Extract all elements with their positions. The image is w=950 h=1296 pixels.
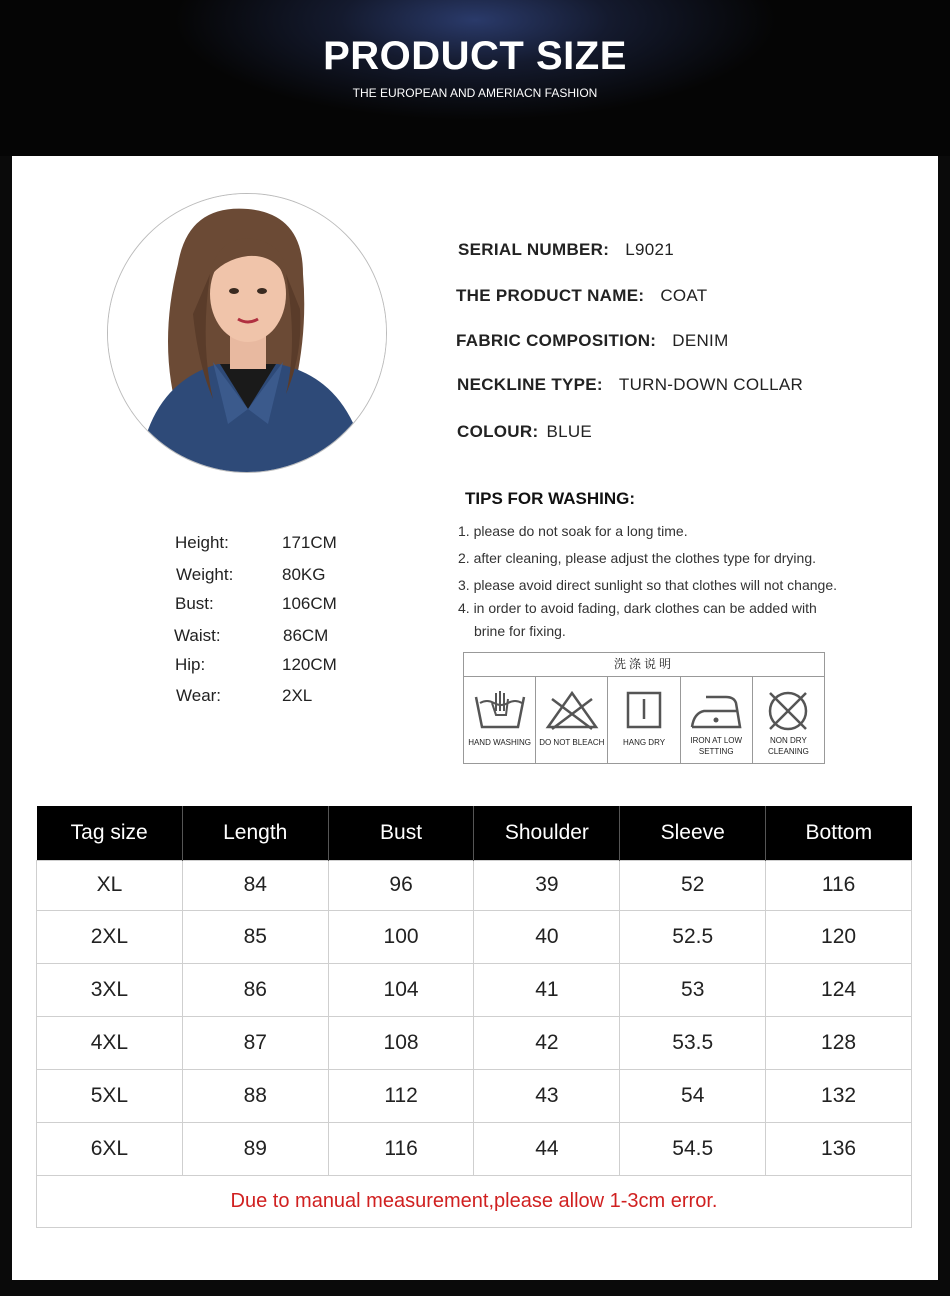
measurement-note: Due to manual measurement,please allow 1-3cm error. <box>37 1175 912 1227</box>
non-dry-cleaning-icon <box>760 689 816 733</box>
care-symbol <box>681 677 753 764</box>
table-row <box>37 1122 912 1175</box>
column-header: Bust <box>328 806 474 860</box>
table-cell: XL <box>37 860 183 910</box>
table-cell: 112 <box>328 1069 474 1122</box>
care-label: IRON AT LOW SETTING <box>690 736 743 756</box>
colour: COLOUR: BLUE <box>457 422 593 441</box>
table-cell: 124 <box>766 963 912 1016</box>
tip-item: 2. after cleaning, please adjust the clothes type for drying. <box>458 550 816 566</box>
header-banner <box>0 0 950 156</box>
model-waist-value: 86CM <box>283 626 329 645</box>
size-table <box>36 806 912 1228</box>
do-not-bleach-icon <box>544 689 600 733</box>
page-subtitle: THE EUROPEAN AND AMERIACN FASHION <box>352 86 598 100</box>
hand-washing-icon <box>472 689 528 733</box>
table-cell: 84 <box>182 860 328 910</box>
model-bust-value: 106CM <box>282 594 337 613</box>
table-cell: 86 <box>182 963 328 1016</box>
table-cell: 128 <box>766 1016 912 1069</box>
table-header-row <box>37 806 912 860</box>
model-bust-label: Bust: <box>175 594 214 613</box>
care-label: DO NOT BLEACH <box>539 738 605 747</box>
model-wear-label: Wear: <box>176 686 222 705</box>
model-weight-value: 80KG <box>282 565 326 584</box>
model-hip-label: Hip: <box>175 655 206 674</box>
table-cell: 4XL <box>37 1016 183 1069</box>
neckline-type: NECKLINE TYPE: TURN-DOWN COLLAR <box>457 375 804 394</box>
model-height-label: Height: <box>175 533 229 552</box>
care-instructions <box>463 652 825 764</box>
table-cell: 53 <box>620 963 766 1016</box>
table-cell: 40 <box>474 910 620 963</box>
table-cell: 116 <box>328 1122 474 1175</box>
table-cell: 87 <box>182 1016 328 1069</box>
table-cell: 108 <box>328 1016 474 1069</box>
iron-low-icon <box>686 689 746 733</box>
table-row <box>37 910 912 963</box>
care-symbol <box>536 677 608 764</box>
care-title: 洗涤说明 <box>464 653 824 677</box>
model-hip-value: 120CM <box>282 655 337 674</box>
tip-item: 4. in order to avoid fading, dark clothes can be added with <box>458 600 817 616</box>
table-cell: 44 <box>474 1122 620 1175</box>
table-cell: 96 <box>328 860 474 910</box>
care-label: HAND WASHING <box>468 738 532 747</box>
fabric-composition: FABRIC COMPOSITION: DENIM <box>456 331 729 350</box>
serial-number: SERIAL NUMBER: L9021 <box>458 240 675 259</box>
care-symbol <box>753 677 824 764</box>
care-label: NON DRY CLEANING <box>767 736 809 756</box>
table-cell: 3XL <box>37 963 183 1016</box>
table-cell: 43 <box>474 1069 620 1122</box>
table-cell: 5XL <box>37 1069 183 1122</box>
tip-item: 3. please avoid direct sunlight so that clothes will not change. <box>458 577 838 593</box>
column-header: Sleeve <box>620 806 766 860</box>
hang-dry-icon <box>616 689 672 733</box>
table-row <box>37 1069 912 1122</box>
table-cell: 42 <box>474 1016 620 1069</box>
care-symbol <box>464 677 536 764</box>
tip-item: brine for fixing. <box>474 623 566 639</box>
table-cell: 39 <box>474 860 620 910</box>
page-title: PRODUCT SIZE <box>323 34 627 78</box>
column-header: Bottom <box>766 806 912 860</box>
table-cell: 54 <box>620 1069 766 1122</box>
table-cell: 52 <box>620 860 766 910</box>
table-cell: 88 <box>182 1069 328 1122</box>
product-name: THE PRODUCT NAME: COAT <box>456 286 708 305</box>
table-row <box>37 1016 912 1069</box>
column-header: Tag size <box>37 806 183 860</box>
table-cell: 53.5 <box>620 1016 766 1069</box>
table-cell: 85 <box>182 910 328 963</box>
table-cell: 116 <box>766 860 912 910</box>
column-header: Length <box>182 806 328 860</box>
table-cell: 136 <box>766 1122 912 1175</box>
table-cell: 41 <box>474 963 620 1016</box>
table-cell: 100 <box>328 910 474 963</box>
table-note-row <box>37 1175 912 1227</box>
column-header: Shoulder <box>474 806 620 860</box>
model-wear-value: 2XL <box>282 686 313 705</box>
model-waist-label: Waist: <box>174 626 221 645</box>
table-cell: 132 <box>766 1069 912 1122</box>
care-symbol <box>608 677 680 764</box>
table-cell: 52.5 <box>620 910 766 963</box>
table-cell: 54.5 <box>620 1122 766 1175</box>
table-cell: 6XL <box>37 1122 183 1175</box>
tip-item: 1. please do not soak for a long time. <box>458 523 688 539</box>
table-row <box>37 963 912 1016</box>
table-cell: 120 <box>766 910 912 963</box>
model-weight-label: Weight: <box>176 565 234 584</box>
model-photo <box>107 193 387 473</box>
tips-title: TIPS FOR WASHING: <box>465 489 635 508</box>
table-cell: 104 <box>328 963 474 1016</box>
care-label: HANG DRY <box>622 738 666 747</box>
table-row <box>37 860 912 910</box>
model-height-value: 171CM <box>282 533 337 552</box>
table-cell: 89 <box>182 1122 328 1175</box>
table-cell: 2XL <box>37 910 183 963</box>
